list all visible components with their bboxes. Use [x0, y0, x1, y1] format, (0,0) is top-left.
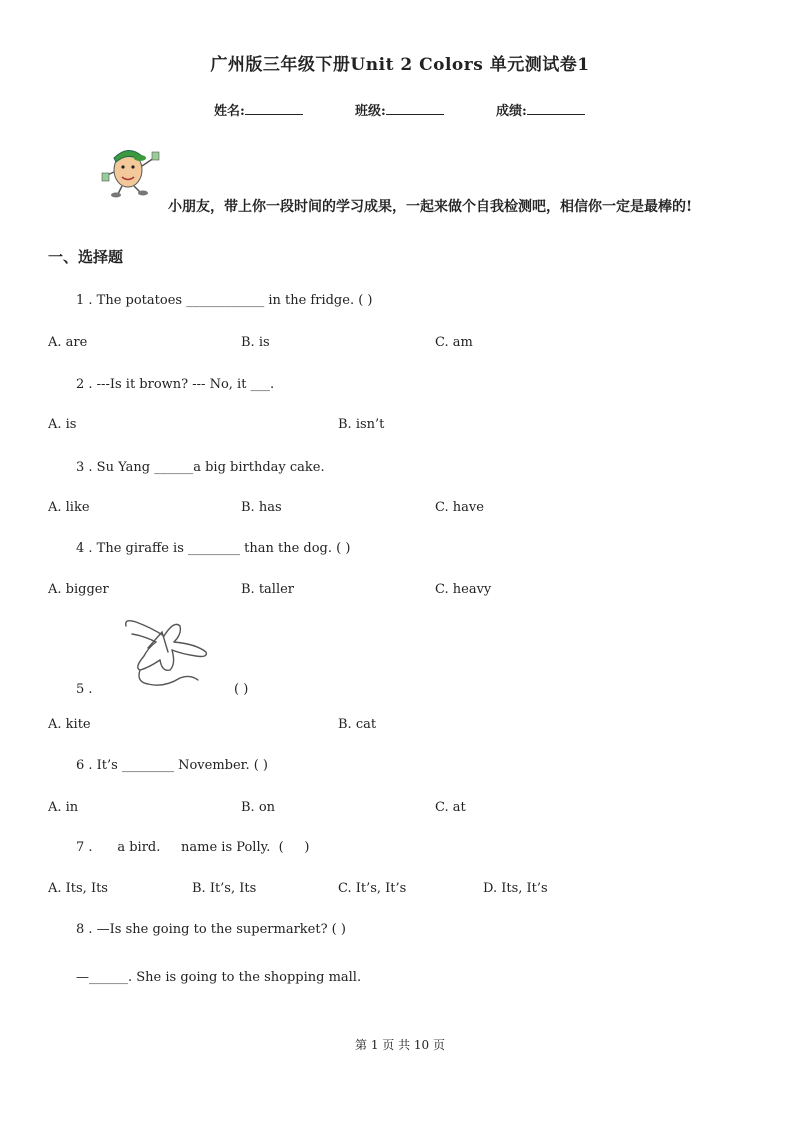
q6-option-b[interactable]: B. on: [241, 800, 276, 815]
question-7-stem: 7 . a bird. name is Polly. ( ): [76, 840, 310, 855]
name-blank: [245, 102, 303, 115]
q2-option-b[interactable]: B. isn’t: [338, 417, 385, 432]
intro-text: 小朋友，带上你一段时间的学习成果，一起来做个自我检测吧，相信你一定是最棒的!: [168, 199, 693, 215]
q1-option-b[interactable]: B. is: [241, 335, 270, 350]
name-field: [214, 100, 303, 119]
class-label: 班级:: [355, 104, 386, 119]
question-2-stem: 2 . ---Is it brown? --- No, it ___.: [76, 377, 275, 392]
q7-option-a[interactable]: A. Its, Its: [48, 881, 108, 896]
score-field: [496, 100, 585, 119]
q5-option-a[interactable]: A. kite: [48, 717, 91, 732]
q4-option-a[interactable]: A. bigger: [48, 582, 109, 597]
class-field: [355, 100, 444, 119]
q3-option-b[interactable]: B. has: [241, 500, 282, 515]
q6-option-a[interactable]: A. in: [48, 800, 79, 815]
question-5-paren: ( ): [234, 682, 249, 697]
cartoon-boy-mascot-icon: [100, 140, 166, 200]
kite-sketch-icon: [118, 612, 214, 692]
q7-option-b[interactable]: B. It’s, Its: [192, 881, 257, 896]
q3-option-c[interactable]: C. have: [435, 500, 484, 515]
section-title: 一、选择题: [48, 248, 124, 266]
q3-option-a[interactable]: A. like: [48, 500, 90, 515]
q7-option-d[interactable]: D. Its, It’s: [483, 881, 548, 896]
class-blank: [386, 102, 444, 115]
question-4-stem: 4 . The giraffe is ________ than the dog. ( ): [76, 541, 351, 556]
score-blank: [527, 102, 585, 115]
name-label: 姓名:: [214, 104, 245, 119]
q1-option-a[interactable]: A. are: [48, 335, 88, 350]
question-8-stem: 8 . —Is she going to the supermarket? ( ): [76, 922, 346, 937]
q5-option-b[interactable]: B. cat: [338, 717, 377, 732]
score-label: 成绩:: [496, 104, 527, 119]
question-8-answer-line: —______. She is going to the shopping mall.: [76, 970, 362, 985]
question-1-stem: 1 . The potatoes ____________ in the fridge. ( ): [76, 293, 373, 308]
question-5-number: 5 .: [76, 682, 93, 697]
page-title: 广州版三年级下册Unit 2 Colors 单元测试卷1: [210, 55, 590, 75]
q4-option-c[interactable]: C. heavy: [435, 582, 492, 597]
q7-option-c[interactable]: C. It’s, It’s: [338, 881, 407, 896]
question-3-stem: 3 . Su Yang ______a big birthday cake.: [76, 460, 325, 475]
q1-option-c[interactable]: C. am: [435, 335, 473, 350]
q6-option-c[interactable]: C. at: [435, 800, 466, 815]
question-6-stem: 6 . It’s ________ November. ( ): [76, 758, 269, 773]
page-footer: 第 1 页 共 10 页: [355, 1038, 445, 1052]
q4-option-b[interactable]: B. taller: [241, 582, 295, 597]
q2-option-a[interactable]: A. is: [48, 417, 77, 432]
